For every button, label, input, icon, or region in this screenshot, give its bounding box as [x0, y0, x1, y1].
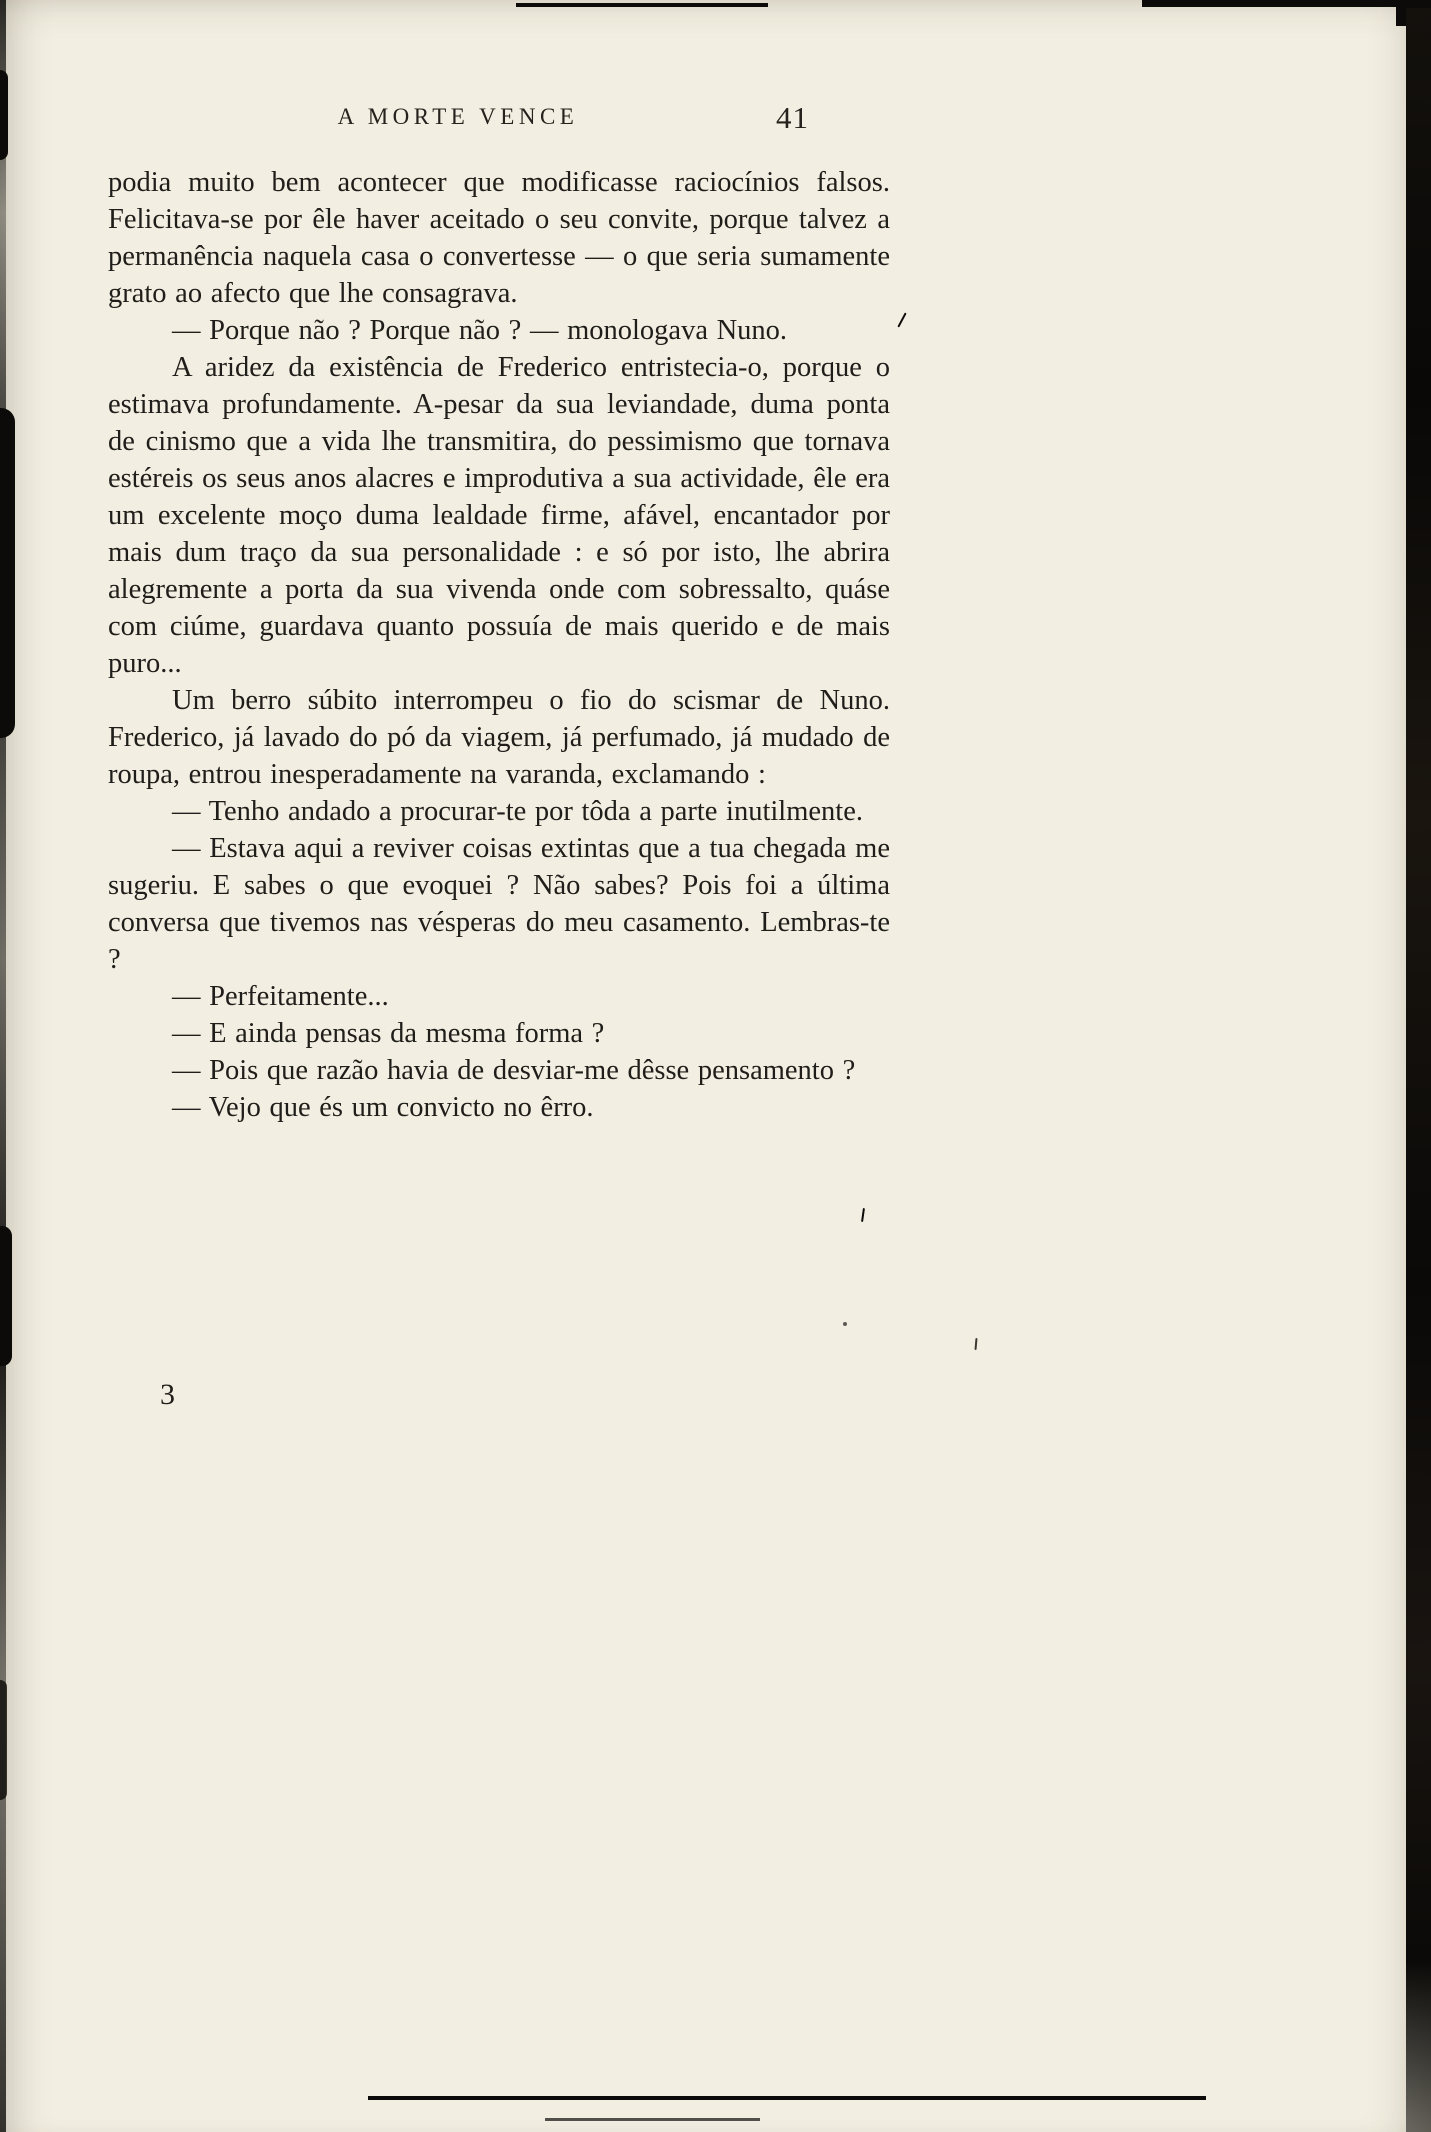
text-block: [108, 164, 890, 1126]
page-number: 41: [776, 100, 809, 135]
scan-line-top-right: [1142, 0, 1431, 7]
scan-blot-left-4: [0, 1680, 7, 1800]
scan-speck-tick-1: [861, 1208, 865, 1222]
scan-line-top: [516, 3, 768, 7]
paragraph-dialogue: — Perfeitamente...: [172, 981, 389, 1012]
running-title: A MORTE VENCE: [337, 104, 579, 129]
scan-speck-dot: [843, 1322, 847, 1326]
signature-mark: 3: [160, 1378, 175, 1411]
paragraph-dialogue: — Tenho andado a procurar-te por tôda a parte inutilmente.: [172, 796, 863, 827]
scan-speck-tick-2: [974, 1338, 977, 1350]
scan-speck-slash: [897, 312, 906, 327]
scan-line-bottom: [368, 2096, 1206, 2100]
paragraph-dialogue: — Estava aqui a reviver coisas extintas que a tua chegada me sugeriu. E sabes o que evoquei ? Não sabes? Pois foi a última conversa que tivemos nas vésperas do meu casamento. Lembras-te ?: [108, 833, 890, 975]
paragraph-dialogue: — E ainda pensas da mesma forma ?: [172, 1018, 605, 1049]
scan-blot-left-2: [0, 1226, 12, 1366]
paragraph-prose: Um berro súbito interrompeu o fio do scismar de Nuno. Frederico, já lavado do pó da viagem, já perfumado, já mudado de roupa, entrou inesperadamente na varanda, exclamando :: [108, 685, 890, 790]
paragraph-continuation: podia muito bem acontecer que modificasse raciocínios falsos. Felicitava-se por êle haver aceitado o seu convite, porque talvez a permanência naquela casa o convertesse — o que seria sumamente grato ao afecto que lhe consagrava.: [108, 167, 890, 309]
paragraph-prose: A aridez da existência de Frederico entristecia-o, porque o estimava profundamente. A-pesar da sua leviandade, duma ponta de cinismo que a vida lhe transmitira, do pessimismo que tornava estéreis os seus anos alacres e improdutiva a sua actividade, êle era um excelente moço duma lealdade firme, afável, encantador por mais dum traço da sua personalidade : e só por isto, lhe abrira alegremente a porta da sua vivenda onde com sobressalto, quáse com ciúme, guardava quanto possuía de mais querido e de mais puro...: [108, 352, 890, 679]
binding-shadow: [0, 0, 6, 2132]
paragraph-dialogue: — Porque não ? Porque não ? — monologava Nuno.: [172, 315, 788, 346]
scan-edge-right: [1406, 8, 1431, 2132]
scan-line-bottom-2: [545, 2118, 760, 2121]
scan-blot-left-3: [0, 70, 8, 160]
page-header: [108, 100, 890, 140]
paragraph-dialogue: — Pois que razão havia de desviar-me dêsse pensamento ?: [172, 1055, 856, 1086]
paragraph-dialogue: — Vejo que és um convicto no êrro.: [172, 1092, 594, 1123]
scan-blot-left-1: [0, 408, 15, 738]
